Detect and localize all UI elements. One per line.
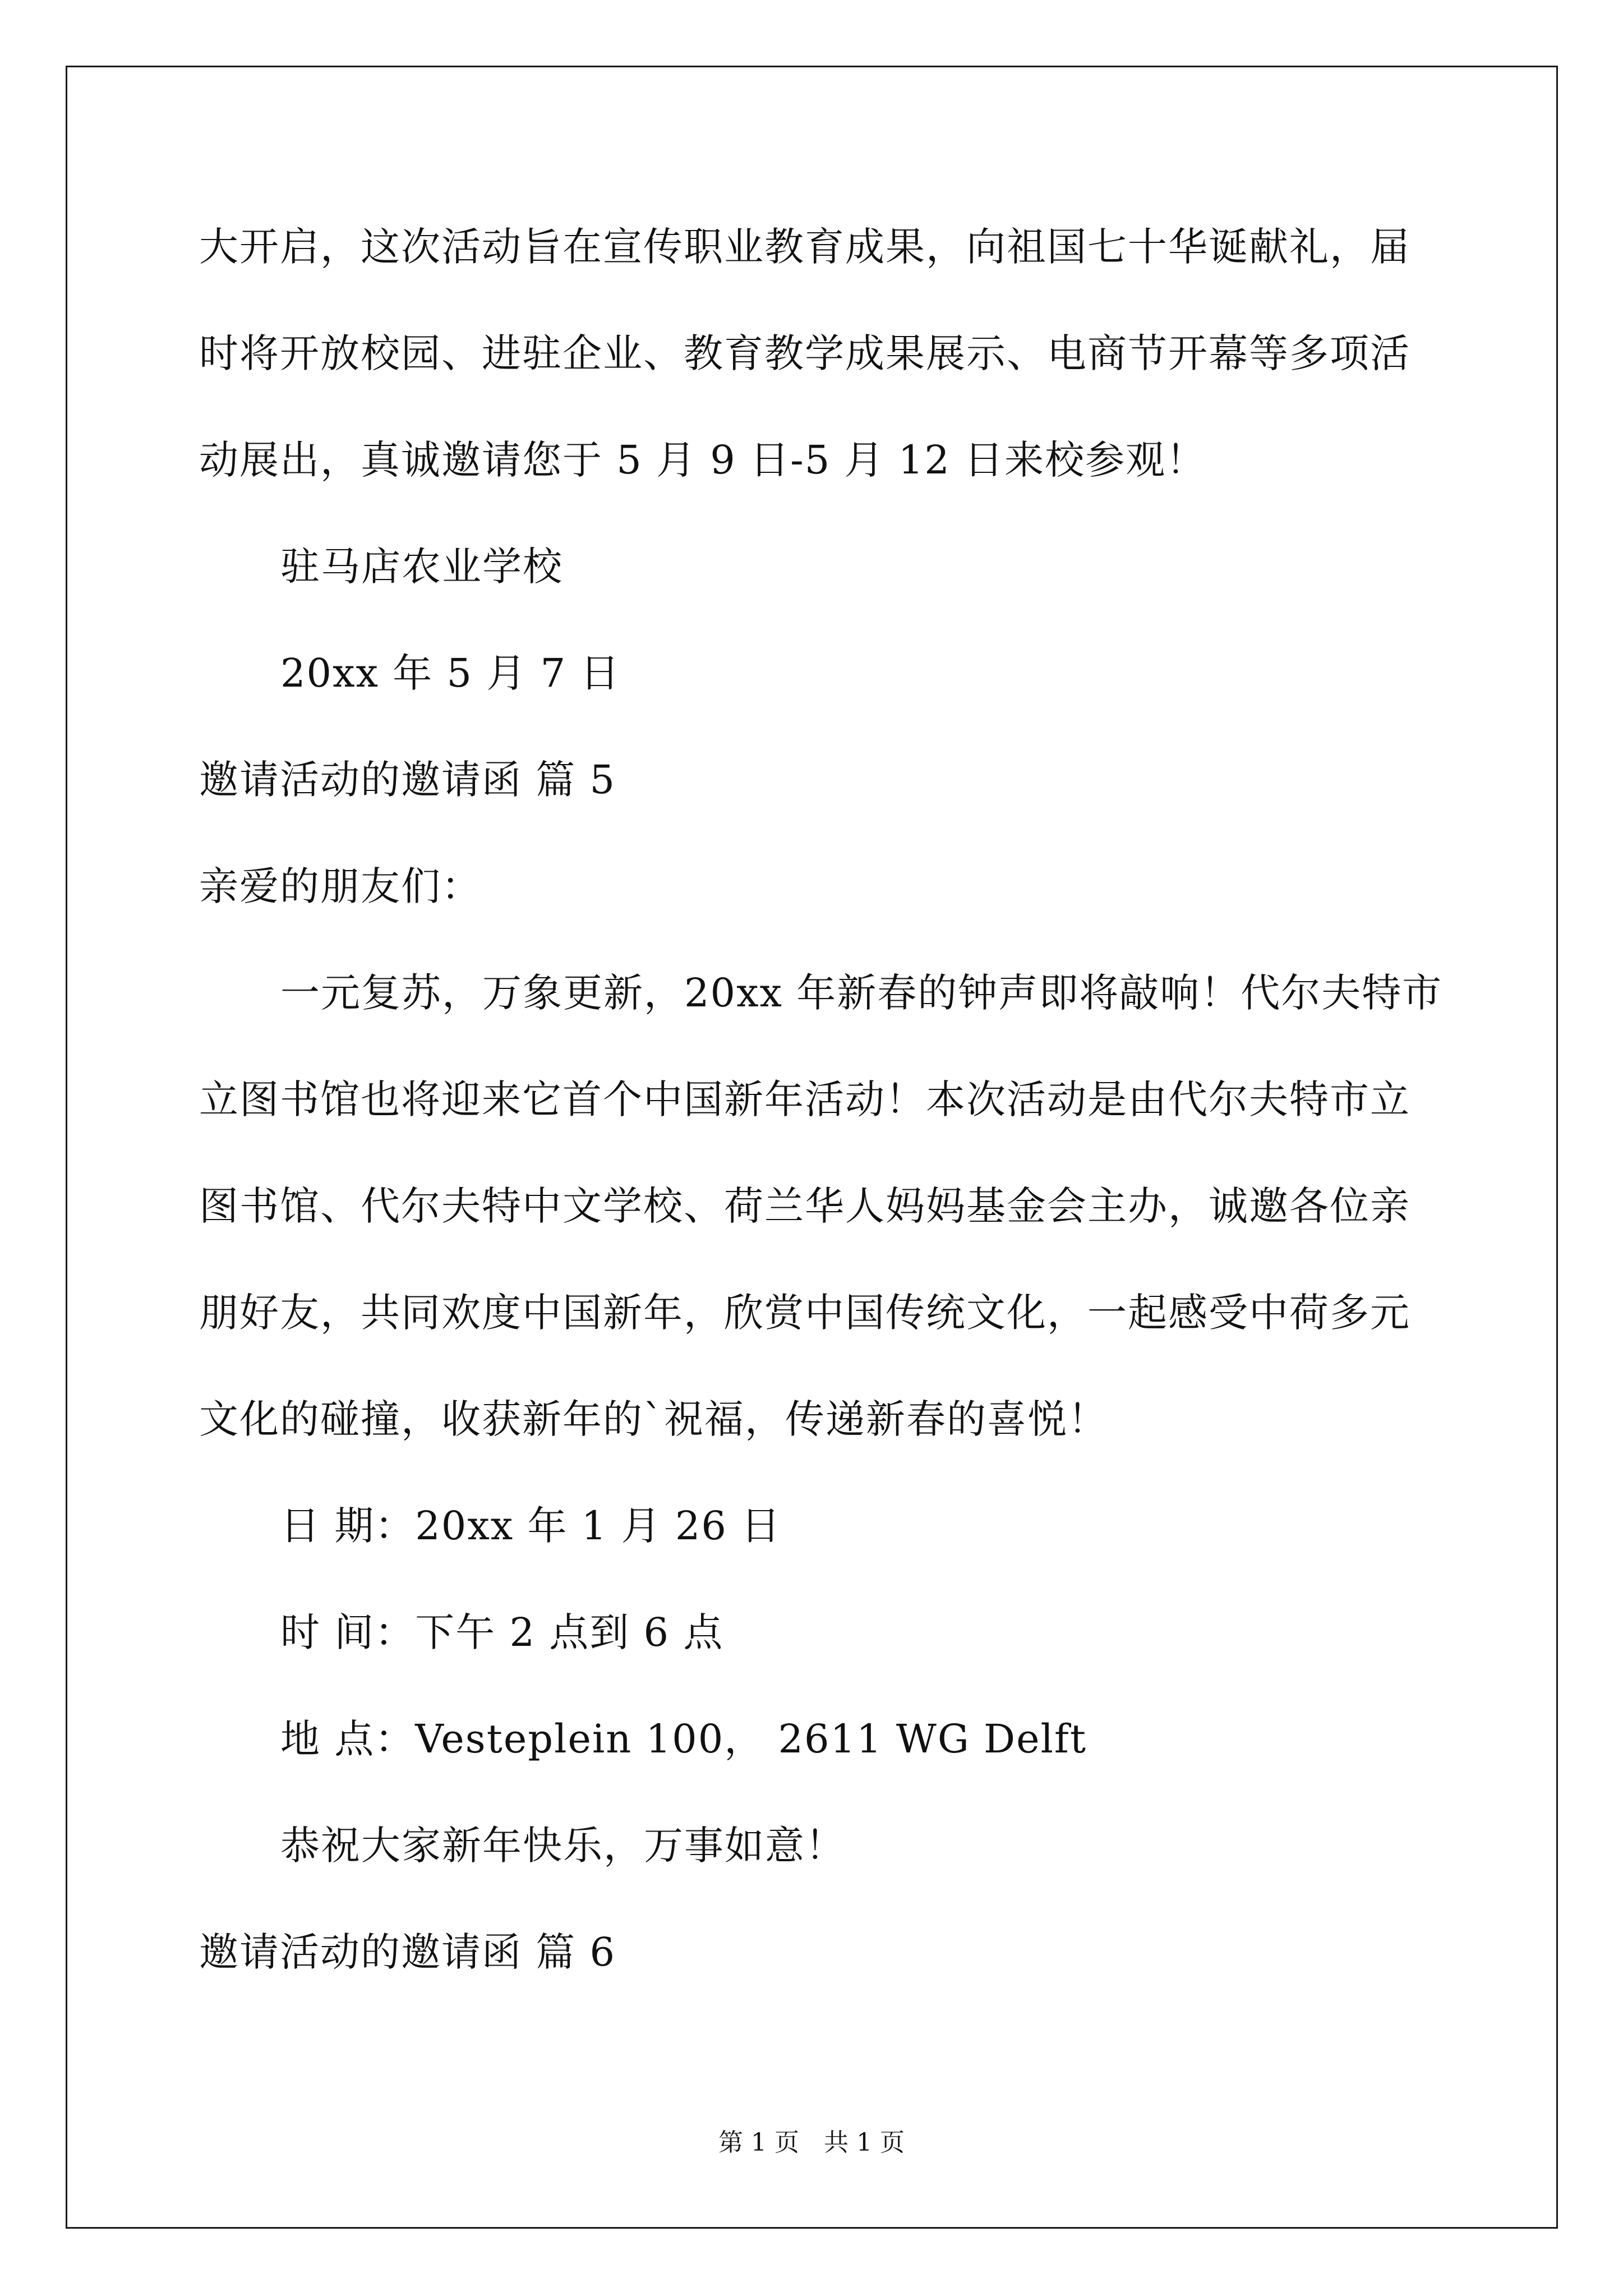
section-heading: 邀请活动的邀请函 篇 5 bbox=[199, 757, 616, 803]
paragraph-line: 动展出，真诚邀请您于 5 月 9 日-5 月 12 日来校参观！ bbox=[199, 437, 1207, 483]
signature-school: 驻马店农业学校 bbox=[280, 544, 563, 590]
event-location: 地 点：Vesteplein 100， 2611 WG Delft bbox=[280, 1716, 1087, 1762]
paragraph-line: 文化的碰撞，收获新年的`祝福，传递新春的喜悦！ bbox=[199, 1396, 1108, 1442]
document-body bbox=[199, 219, 1443, 2031]
paragraph-line: 时将开放校园、进驻企业、教育教学成果展示、电商节开幕等多项活 bbox=[199, 330, 1410, 376]
page-number-footer: 第 1 页 共 1 页 bbox=[718, 2128, 905, 2157]
closing-greeting: 恭祝大家新年快乐，万事如意！ bbox=[280, 1823, 846, 1869]
paragraph-line: 一元复苏，万象更新，20xx 年新春的钟声即将敲响！代尔夫特市 bbox=[280, 970, 1443, 1016]
signature-date: 20xx 年 5 月 7 日 bbox=[280, 650, 621, 696]
event-date: 日 期：20xx 年 1 月 26 日 bbox=[280, 1503, 782, 1549]
section-heading: 邀请活动的邀请函 篇 6 bbox=[199, 1929, 616, 1975]
paragraph-line: 朋好友，共同欢度中国新年，欣赏中国传统文化，一起感受中荷多元 bbox=[199, 1290, 1410, 1336]
paragraph-line: 图书馆、代尔夫特中文学校、荷兰华人妈妈基金会主办，诚邀各位亲 bbox=[199, 1183, 1410, 1229]
paragraph-line: 大开启，这次活动旨在宣传职业教育成果，向祖国七十华诞献礼，届 bbox=[199, 224, 1410, 270]
paragraph-line: 立图书馆也将迎来它首个中国新年活动！本次活动是由代尔夫特市立 bbox=[199, 1076, 1410, 1122]
salutation: 亲爱的朋友们： bbox=[199, 863, 482, 909]
event-time: 时 间：下午 2 点到 6 点 bbox=[280, 1609, 724, 1655]
